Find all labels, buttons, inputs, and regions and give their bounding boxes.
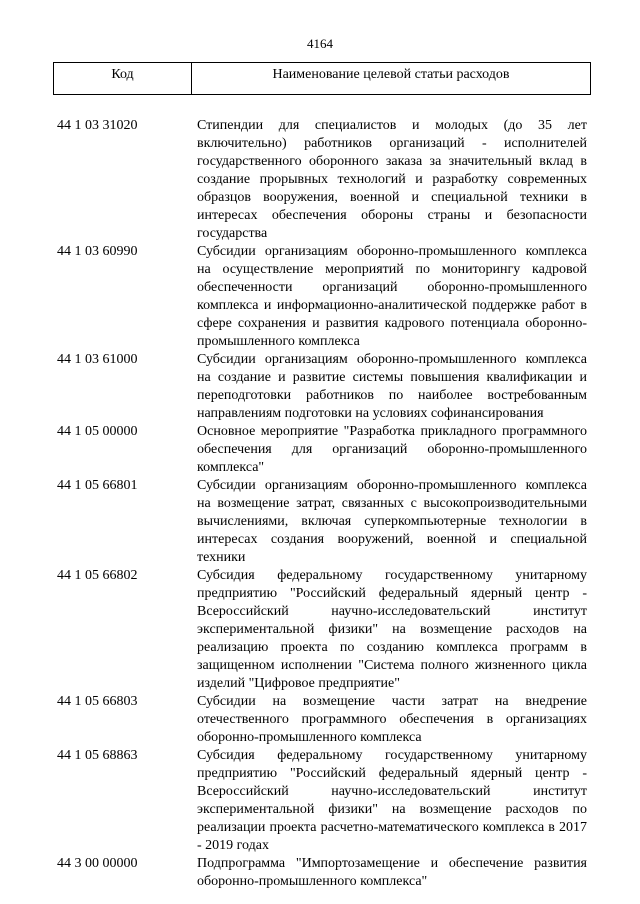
row-description: Подпрограмма "Импортозамещение и обеспечение развития оборонно-промышленного комплекса": [197, 856, 587, 889]
row-description: Субсидия федеральному государственному унитарному предприятию "Российский федеральный ядерный центр - Всероссийский научно-исследовательский институт экспериментальной физики" на возмещение расходов по реализации проекта расчетно-математического комплекса в 2017 - 2019 годах: [197, 748, 587, 853]
row-description: Субсидии на возмещение части затрат на внедрение отечественного программного обеспечения в организациях оборонно-промышленного комплекса: [197, 694, 587, 745]
page-number: 4164: [307, 36, 333, 51]
table-row: [57, 567, 587, 693]
table-row: [57, 243, 587, 351]
table-row: [57, 477, 587, 567]
table-header: [53, 62, 591, 95]
row-code: 44 1 03 61000: [57, 352, 138, 367]
row-code: 44 1 05 66801: [57, 478, 138, 493]
row-description: Субсидии организациям оборонно-промышленного комплекса на осуществление мероприятий по мониторингу кадровой обеспеченности организаций оборонно-промышленного комплекса и информационно-аналитической поддержке работ в сфере сохранения и развития кадрового потенциала оборонно-промышленного комплекса: [197, 244, 587, 349]
row-code: 44 1 03 31020: [57, 118, 138, 133]
table-row: [57, 693, 587, 747]
row-description: Субсидия федеральному государственному унитарному предприятию "Российский федеральный ядерный центр - Всероссийский научно-исследовательский институт экспериментальной физики" на возмещение расходов на реализацию проекта по созданию комплекса программ в защищенном исполнении "Система полного жизненного цикла изделий "Цифровое предприятие": [197, 568, 587, 691]
table-row: [57, 117, 587, 243]
table-body: [57, 117, 587, 891]
table-row: [57, 747, 587, 855]
row-code: 44 1 03 60990: [57, 244, 138, 259]
row-code: 44 3 00 00000: [57, 856, 138, 871]
table-row: [57, 423, 587, 477]
header-code: Код: [54, 63, 192, 94]
row-code: 44 1 05 66802: [57, 568, 138, 583]
row-code: 44 1 05 00000: [57, 424, 138, 439]
table-row: [57, 855, 587, 891]
row-code: 44 1 05 68863: [57, 748, 138, 763]
row-description: Стипендии для специалистов и молодых (до 35 лет включительно) работников организаций - исполнителей государственного оборонного заказа за значительный вклад в создание прорывных технологий и разработку современных образцов вооружения, военной и специальной техники в интересах обеспечения обороны страны и безопасности государства: [197, 118, 587, 241]
row-description: Основное мероприятие "Разработка прикладного программного обеспечения для организаций оборонно-промышленного комплекса": [197, 424, 587, 475]
row-code: 44 1 05 66803: [57, 694, 138, 709]
row-description: Субсидии организациям оборонно-промышленного комплекса на возмещение затрат, связанных с высокопроизводительными вычислениями, включая суперкомпьютерные технологии в интересах создания вооружений, военной и специальной техники: [197, 478, 587, 565]
header-name: Наименование целевой статьи расходов: [272, 67, 510, 82]
row-description: Субсидии организациям оборонно-промышленного комплекса на создание и развитие системы повышения квалификации и переподготовки работников по наиболее востребованным направлениям подготовки на условиях софинансирования: [197, 352, 587, 421]
table-row: [57, 351, 587, 423]
